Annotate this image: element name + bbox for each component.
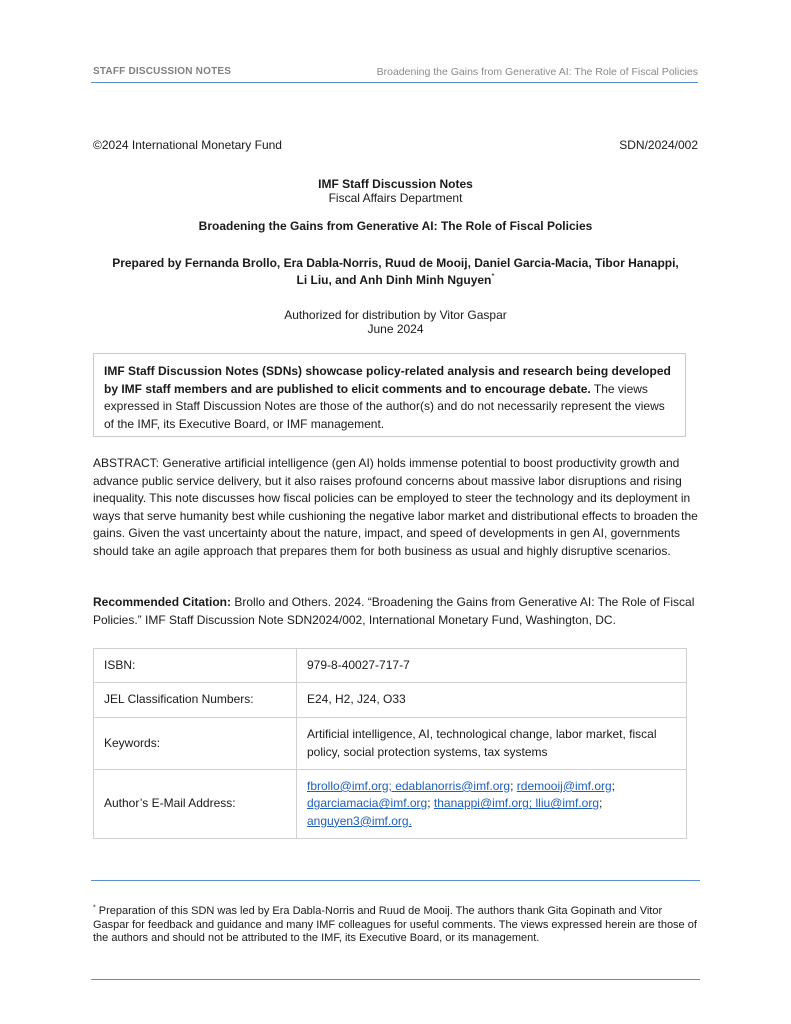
citation-label: Recommended Citation: — [93, 595, 232, 609]
email-separator: ; — [510, 778, 514, 793]
email-link[interactable]: fbrollo@imf.org; edablanorris@imf.org — [307, 778, 511, 793]
table-row — [94, 649, 687, 683]
header-divider — [91, 82, 698, 83]
author-line-2-text: Li Liu, and Anh Dinh Minh Nguyen — [296, 273, 492, 287]
series-title: IMF Staff Discussion Notes — [318, 177, 473, 191]
email-list — [297, 770, 687, 839]
footnote-marker: * — [93, 904, 96, 912]
disclaimer-box — [93, 353, 686, 437]
email-link[interactable]: anguyen3@imf.org. — [307, 813, 412, 828]
footer-divider — [91, 979, 700, 980]
disclaimer-bold-text: IMF Staff Discussion Notes (SDNs) showcase policy-related analysis and research being developed by IMF staff members and are published to elicit comments and to encourage debate. — [104, 364, 671, 396]
recommended-citation — [93, 594, 698, 629]
footnote-marker: * — [491, 272, 495, 281]
running-header-title: Broadening the Gains from Generative AI: The Role of Fiscal Policies — [376, 66, 698, 78]
publication-date: June 2024 — [367, 322, 424, 336]
email-label: Author’s E-Mail Address: — [94, 770, 297, 839]
department-name: Fiscal Affairs Department — [328, 191, 463, 205]
isbn-value: 979-8-40027-717-7 — [297, 649, 687, 683]
abstract-paragraph: ABSTRACT: Generative artificial intelligence (gen AI) holds immense potential to boost productivity growth and advance public service delivery, but it also raises profound concerns about massive labor disruptions and rising inequality. This note discusses how fiscal policies can be employed to steer the technology and its deployment in ways that serve humanity best while cushioning the negative labor market and distributional effects to broaden the gains. Given the vast uncertainty about the nature, impact, and speed of developments in gen AI, governments should take an agile approach that prepares them for both business as usual and highly disruptive scenarios. — [93, 456, 698, 558]
citation-text: Brollo and Others. 2024. “Broadening the Gains from Generative AI: The Role of Fiscal Policies.” IMF Staff Discussion Note SDN2024/002, International Monetary Fund, Washington, DC. — [93, 595, 695, 627]
footnote-text: Preparation of this SDN was led by Era Dabla-Norris and Ruud de Mooij. The authors thank Gita Gopinath and Vitor Gaspar for feedback and guidance and many IMF colleagues for useful comments. The views expressed herein are those of the authors and should not be attributed to the IMF, its Executive Board, or its management. — [93, 905, 697, 944]
email-separator: ; — [611, 778, 616, 793]
email-separator: ; — [427, 796, 431, 811]
authorization-block — [93, 308, 698, 336]
keywords-label: Keywords: — [94, 718, 297, 770]
sdn-number: SDN/2024/002 — [619, 138, 698, 152]
isbn-label: ISBN: — [94, 649, 297, 683]
footnote-divider — [91, 880, 700, 881]
keywords-value: Artificial intelligence, AI, technological change, labor market, fiscal policy, social protection systems, tax systems — [297, 718, 687, 770]
metadata-table — [93, 648, 687, 839]
table-row — [94, 683, 687, 718]
email-link[interactable]: dgarciamacia@imf.org — [307, 796, 428, 811]
email-separator: ; — [599, 796, 603, 811]
jel-value: E24, H2, J24, O33 — [297, 683, 687, 718]
disclaimer-text: The views expressed in Staff Discussion Notes are those of the author(s) and do not necessarily represent the views of the IMF, its Executive Board, or IMF management. — [104, 381, 665, 431]
footnote — [93, 905, 700, 946]
page-title: Broadening the Gains from Generative AI: The Role of Fiscal Policies — [198, 219, 593, 233]
jel-label: JEL Classification Numbers: — [94, 683, 297, 718]
author-list — [93, 255, 698, 289]
authorized-by: Authorized for distribution by Vitor Gaspar — [284, 308, 507, 322]
copyright-notice: ©2024 International Monetary Fund — [93, 138, 282, 152]
table-row — [94, 770, 687, 839]
email-link[interactable]: thanappi@imf.org; lliu@imf.org — [433, 796, 600, 811]
email-link[interactable]: rdemooij@imf.org — [516, 778, 612, 793]
table-row — [94, 718, 687, 770]
author-line-2 — [93, 272, 698, 289]
author-line-1: Prepared by Fernanda Brollo, Era Dabla-Norris, Ruud de Mooij, Daniel Garcia-Macia, Tibor Hanappi, — [112, 256, 679, 270]
running-header-series: STAFF DISCUSSION NOTES — [93, 66, 232, 77]
